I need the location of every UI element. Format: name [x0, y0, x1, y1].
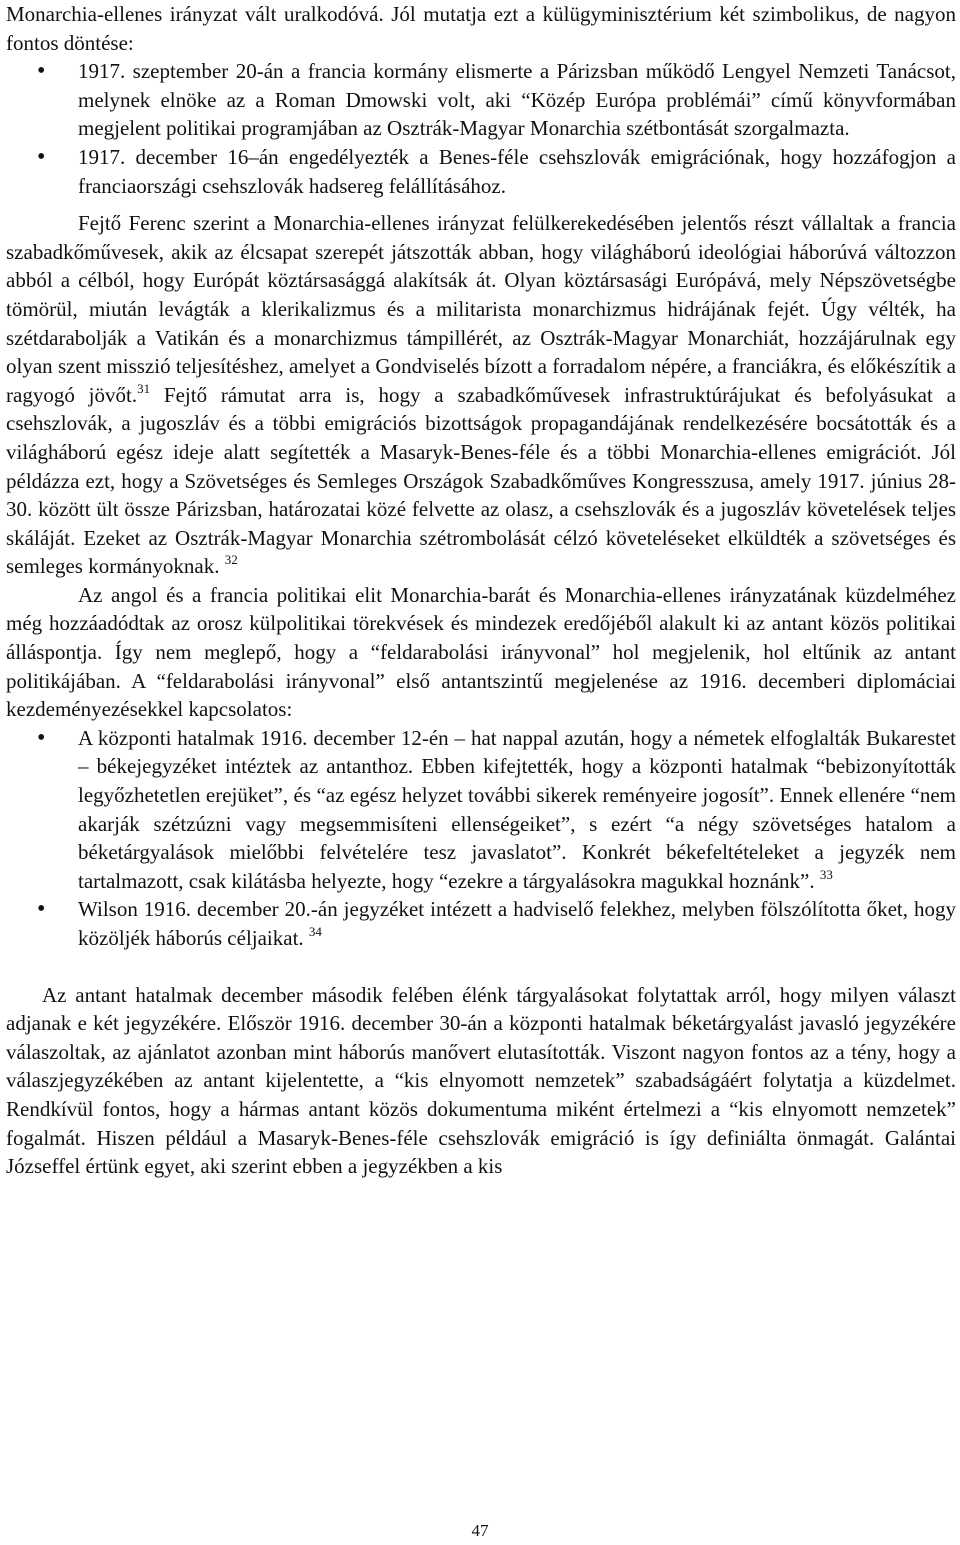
bullet-list-2 — [6, 724, 956, 953]
footnote-ref-34[interactable]: 34 — [308, 924, 322, 939]
body-paragraph-3: Az antant hatalmak december második felében élénk tárgyalásokat folytattak arról, hogy milyen választ adjanak e két jegyzékére. Először 1916. december 30-án a központi hatalmak béketárgyalást javasló jegyzékére válaszoltak, az ajánlatot azonban mint háborús manővert elutasították. Viszont nagyon fontos az a tény, hogy a válaszjegyzékében az antant kijelentette, a “kis elnyomott nemzetek” szabadságáért folytatja a küzdelmet. Rendkívül fontos, hogy a hármas antant közös dokumentuma miként értelmezi a “kis elnyomott nemzetek” fogalmát. Hiszen például a Masaryk-Benes-féle csehszlovák emigráció is így definiálta önmagát. Galántai Józseffel értünk egyet, aki szerint ebben a jegyzékben a kis — [6, 982, 956, 1179]
intro-paragraph: Monarchia-ellenes irányzat vált uralkodóvá. Jól mutatja ezt a külügyminisztérium két szimbolikus, de nagyon fontos döntése: — [6, 2, 956, 55]
page-number: 47 — [471, 1521, 489, 1540]
list-item — [6, 895, 956, 952]
list-item: • 1917. szeptember 20-án a francia kormány elismerte a Párizsban működő Lengyel Nemzeti Tanácsot, melynek elnöke az a Roman Dmowski volt, aki “Közép Európa problémái” című könyvformában megjelent politikai programjában az Osztrák-Magyar Monarchia szétbontását szorgalmazta. — [6, 57, 956, 143]
body-paragraph-1 — [6, 209, 956, 581]
list-item: • 1917. december 16–án engedélyezték a Benes-féle csehszlovák emigrációnak, hogy hozzáfogjon a franciaországi csehszlovák hadsereg felállításához. — [6, 143, 956, 200]
paragraph-text: Fejtő rámutat arra is, hogy a szabadkőművesek infrastruktúrájukat és befolyásukat a csehszlovák, a jugoszláv és a többi emigrációs bizottságok propagandájának rendelkezésére bocsátották és a világháború egész ideje alatt segítették a Masaryk-Benes-féle és a többi Monarchia-ellenes emigrációt. Jól példázza ezt, hogy a Szövetséges és Semleges Országok Szabadkőműves Kongresszusa, amely 1917. június 28-30. között ült össze Párizsban, határozatai közé felvette az olasz, a csehszlovák és a jugoszláv követelések teljes skáláját. Ezeket az Osztrák-Magyar Monarchia szétrombolását célzó követeléseket elküldték a szövetséges és semleges kormányoknak. — [6, 382, 957, 579]
bullet-list-1 — [6, 57, 956, 200]
list-item-text: Wilson 1916. december 20.-án jegyzéket intézett a hadviselő felekhez, melyben fölszólította őket, hogy közöljék háborús céljaikat. — [78, 897, 956, 950]
list-item-text: A központi hatalmak 1916. december 12-én – hat nappal azután, hogy a németek elfoglalták Bukarestet – békejegyzéket intéztek az antanthoz. Ebben kifejtették, hogy a központi hatalmak “bebizonyították legyőzhetetlen erejüket”, és “az egész helyzet további sikerek reményeire jogosít”. Ennek ellenére “nem akarják szétzúzni vagy megsemmisíteni ellenségeiket”, s ezért “a négy szövetséges hatalom a béketárgyalások mielőbbi felvételére tesz javaslatot”. Konkrét békefeltételeket a jegyzék nem tartalmazott, csak kilátásba helyezte, hogy “ezekre a tárgyalásokra magukkal hoznánk”. — [78, 725, 956, 893]
footnote-ref-33[interactable]: 33 — [819, 866, 833, 882]
footnote-ref-31[interactable]: 31 — [137, 380, 151, 396]
document-page — [6, 0, 956, 1181]
footnote-ref-32[interactable]: 32 — [224, 552, 238, 568]
paragraph-text: Fejtő Ferenc szerint a Monarchia-ellenes irányzat felülkerekedésében jelentős részt vállaltak a francia szabadkőművesek, akik az élcsapat szerepét játszották abban, hogy világháború ideológiai háborúvá változzon abból a célból, hogy Európát köztársasággá alakítsák át. Olyan köztársasági Európává, mely Népszövetségbe tömörül, miután levágták a klerikalizmus és a militarista monarchizmus hidrájának fejét. Úgy vélték, ha szétdarabolják a Vatikán és a monarchizmus támpillérét, az Osztrák-Magyar Monarchiát, hozzájárulnak egy olyan szent misszió teljesítéshez, amelyet a Gondviselés bízott a forradalom népére, a franciákra, és előkészítik a ragyogó jövőt. — [6, 211, 956, 407]
list-item — [6, 724, 956, 896]
body-paragraph-2: Az angol és a francia politikai elit Monarchia-barát és Monarchia-ellenes irányzatának küzdelméhez még hozzáadódtak az orosz külpolitikai törekvések és mindezek eredőjéből alakult ki az antant közös politikai álláspontja. Így nem meglepő, hogy a “feldarabolási irányvonal” hol megjelenik, hol eltűnik az antant politikájában. A “feldarabolási irányvonal” első antantszintű megjelenése az 1916. decemberi diplomáciai kezdeményezésekkel kapcsolatos: — [6, 582, 956, 722]
